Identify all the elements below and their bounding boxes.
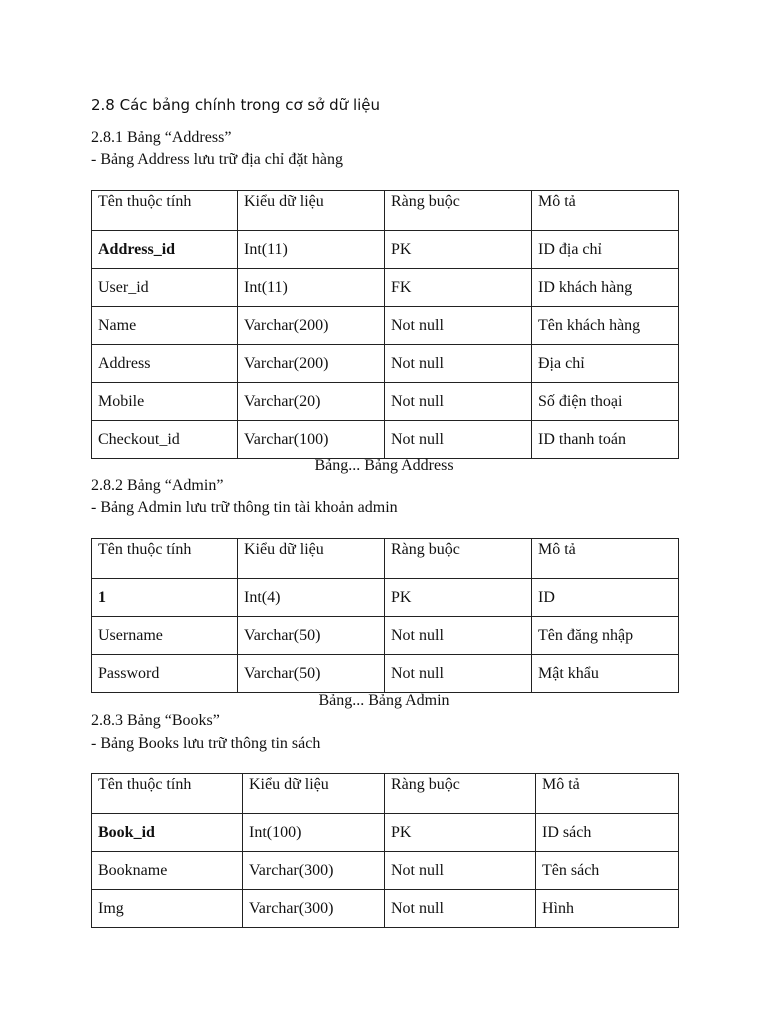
table-cell: 1 <box>92 579 238 617</box>
admin-table-description: - Bảng Admin lưu trữ thông tin tài khoản admin <box>91 499 398 516</box>
table-cell: Bookname <box>92 852 243 890</box>
table-cell: PK <box>385 231 532 269</box>
table-cell: Not null <box>385 421 532 459</box>
table-cell: Varchar(100) <box>238 421 385 459</box>
table-cell: ID sách <box>536 814 679 852</box>
table-cell: Not null <box>385 617 532 655</box>
table-cell: Int(100) <box>243 814 385 852</box>
table-cell: PK <box>385 814 536 852</box>
table-row <box>92 231 679 269</box>
header-cell: Kiểu dữ liệu <box>238 191 385 231</box>
table-cell: PK <box>385 579 532 617</box>
header-cell: Tên thuộc tính <box>92 539 238 579</box>
table-cell: Not null <box>385 345 532 383</box>
table-row <box>92 655 679 693</box>
table-cell: Address <box>92 345 238 383</box>
table-row <box>92 345 679 383</box>
admin-table <box>91 538 679 693</box>
table-cell: Not null <box>385 383 532 421</box>
table-row <box>92 269 679 307</box>
table-row <box>92 579 679 617</box>
table-cell: Password <box>92 655 238 693</box>
table-cell: Not null <box>385 307 532 345</box>
table-cell: FK <box>385 269 532 307</box>
table-cell: Tên sách <box>536 852 679 890</box>
table-cell: Varchar(300) <box>243 852 385 890</box>
table-cell: Varchar(200) <box>238 307 385 345</box>
header-cell: Kiểu dữ liệu <box>243 774 385 814</box>
header-cell: Tên thuộc tính <box>92 191 238 231</box>
table-header-row <box>92 191 679 231</box>
header-cell: Ràng buộc <box>385 191 532 231</box>
table-cell: Book_id <box>92 814 243 852</box>
table-cell: Mật khẩu <box>532 655 679 693</box>
table-cell: Địa chỉ <box>532 345 679 383</box>
table-cell: Checkout_id <box>92 421 238 459</box>
table-cell: User_id <box>92 269 238 307</box>
table-cell: Name <box>92 307 238 345</box>
table-cell: ID thanh toán <box>532 421 679 459</box>
table-cell: Tên khách hàng <box>532 307 679 345</box>
header-cell: Mô tả <box>532 539 679 579</box>
books-table-description: - Bảng Books lưu trữ thông tin sách <box>91 735 321 752</box>
table-cell: Int(4) <box>238 579 385 617</box>
table-cell: Varchar(50) <box>238 617 385 655</box>
table-cell: Varchar(50) <box>238 655 385 693</box>
table-row <box>92 814 679 852</box>
table-row <box>92 307 679 345</box>
table-cell: Varchar(20) <box>238 383 385 421</box>
header-cell: Tên thuộc tính <box>92 774 243 814</box>
table-cell: Int(11) <box>238 269 385 307</box>
table-cell: Not null <box>385 852 536 890</box>
address-table-description: - Bảng Address lưu trữ địa chỉ đặt hàng <box>91 151 343 168</box>
table-cell: Username <box>92 617 238 655</box>
books-table <box>91 773 679 928</box>
section-title: 2.8 Các bảng chính trong cơ sở dữ liệu <box>91 96 381 114</box>
table-header-row <box>92 539 679 579</box>
header-cell: Kiểu dữ liệu <box>238 539 385 579</box>
table-cell: Not null <box>385 890 536 928</box>
address-table <box>91 190 679 459</box>
table-cell: Hình <box>536 890 679 928</box>
table-cell: Not null <box>385 655 532 693</box>
table-cell: Số điện thoại <box>532 383 679 421</box>
table-cell: ID <box>532 579 679 617</box>
table-cell: ID địa chỉ <box>532 231 679 269</box>
header-cell: Mô tả <box>536 774 679 814</box>
admin-table-caption: Bảng... Bảng Admin <box>318 692 450 709</box>
table-cell: Mobile <box>92 383 238 421</box>
table-cell: Int(11) <box>238 231 385 269</box>
table-row <box>92 383 679 421</box>
address-table-title: 2.8.1 Bảng “Address” <box>91 129 232 146</box>
admin-table-title: 2.8.2 Bảng “Admin” <box>91 477 224 494</box>
table-cell: Address_id <box>92 231 238 269</box>
table-cell: Img <box>92 890 243 928</box>
table-cell: Varchar(200) <box>238 345 385 383</box>
header-cell: Ràng buộc <box>385 539 532 579</box>
header-cell: Mô tả <box>532 191 679 231</box>
table-cell: Varchar(300) <box>243 890 385 928</box>
table-cell: Tên đăng nhập <box>532 617 679 655</box>
table-row <box>92 617 679 655</box>
table-cell: ID khách hàng <box>532 269 679 307</box>
books-table-title: 2.8.3 Bảng “Books” <box>91 712 220 729</box>
table-row <box>92 852 679 890</box>
table-row <box>92 421 679 459</box>
header-cell: Ràng buộc <box>385 774 536 814</box>
table-row <box>92 890 679 928</box>
table-header-row <box>92 774 679 814</box>
address-table-caption: Bảng... Bảng Address <box>314 457 454 474</box>
